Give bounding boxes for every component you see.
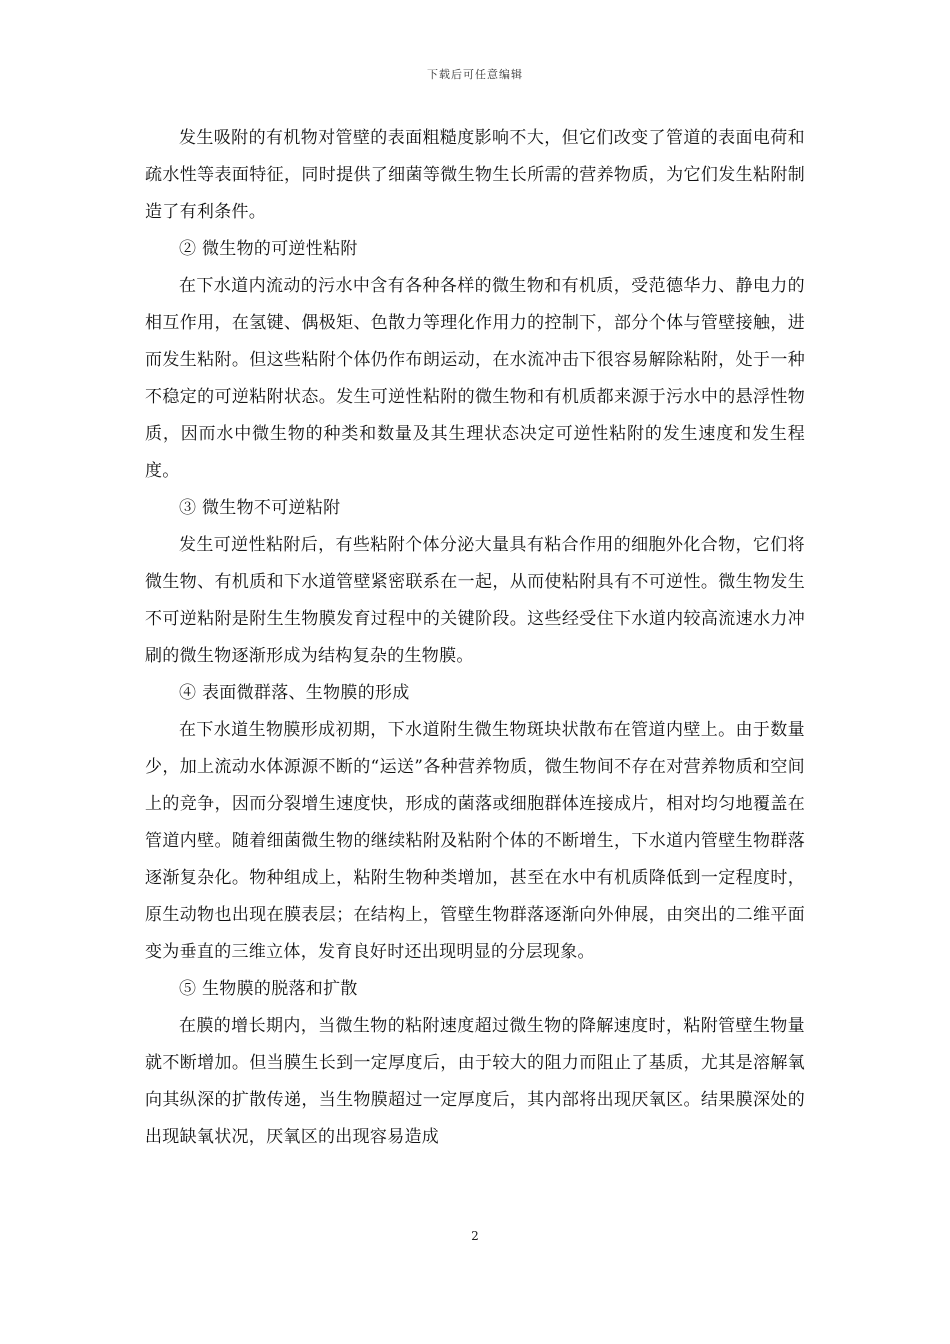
page-header: 下载后可任意编辑 xyxy=(427,68,523,81)
paragraph-biofilm-formation: 在下水道生物膜形成初期，下水道附生微生物斑块状散布在管道内壁上。由于数量少，加上流动水体源源不断的“运送”各种营养物质，微生物间不存在对营养物质和空间上的竞争，因而分裂增生速度快，形成的菌落或细胞群体连接成片，相对均匀地覆盖在管道内壁。随着细菌微生物的继续粘附及粘附个体的不断增生，下水道内管壁生物群落逐渐复杂化。物种组成上，粘附生物种类增加，甚至在水中有机质降低到一定程度时，原生动物也出现在膜表层；在结构上，管壁生物群落逐渐向外伸展，由突出的二维平面变为垂直的三维立体，发育良好时还出现明显的分层现象。 xyxy=(145,720,805,962)
document-body xyxy=(145,120,805,1156)
page-number: 2 xyxy=(471,1229,479,1243)
paragraph-biofilm-detachment: 在膜的增长期内，当微生物的粘附速度超过微生物的降解速度时，粘附管壁生物量就不断增加。但当膜生长到一定厚度后，由于较大的阻力而阻止了基质，尤其是溶解氧向其纵深的扩散传递，当生物膜超过一定厚度后，其内部将出现厌氧区。结果膜深处的出现缺氧状况，厌氧区的出现容易造成 xyxy=(145,1016,805,1147)
paragraph-reversible-adhesion: 在下水道内流动的污水中含有各种各样的微生物和有机质，受范德华力、静电力的相互作用，在氢键、偶极矩、色散力等理化作用力的控制下，部分个体与管壁接触，进而发生粘附。但这些粘附个体仍作布朗运动，在水流冲击下很容易解除粘附，处于一种不稳定的可逆粘附状态。发生可逆性粘附的微生物和有机质都来源于污水中的悬浮性物质，因而水中微生物的种类和数量及其生理状态决定可逆性粘附的发生速度和发生程度。 xyxy=(145,276,805,481)
section-heading-irreversible-adhesion: ③ 微生物不可逆粘附 xyxy=(179,498,341,518)
paragraph-organic-adsorption: 发生吸附的有机物对管壁的表面粗糙度影响不大，但它们改变了管道的表面电荷和疏水性等表面特征，同时提供了细菌等微生物生长所需的营养物质，为它们发生粘附制造了有利条件。 xyxy=(145,128,805,222)
section-heading-biofilm-formation: ④ 表面微群落、生物膜的形成 xyxy=(179,683,410,703)
section-heading-biofilm-detachment: ⑤ 生物膜的脱落和扩散 xyxy=(179,979,358,999)
paragraph-irreversible-adhesion: 发生可逆性粘附后，有些粘附个体分泌大量具有粘合作用的细胞外化合物，它们将微生物、有机质和下水道管壁紧密联系在一起，从而使粘附具有不可逆性。微生物发生不可逆粘附是附生生物膜发育过程中的关键阶段。这些经受住下水道内较高流速水力冲刷的微生物逐渐形成为结构复杂的生物膜。 xyxy=(145,535,805,666)
section-heading-reversible-adhesion: ② 微生物的可逆性粘附 xyxy=(179,239,358,259)
